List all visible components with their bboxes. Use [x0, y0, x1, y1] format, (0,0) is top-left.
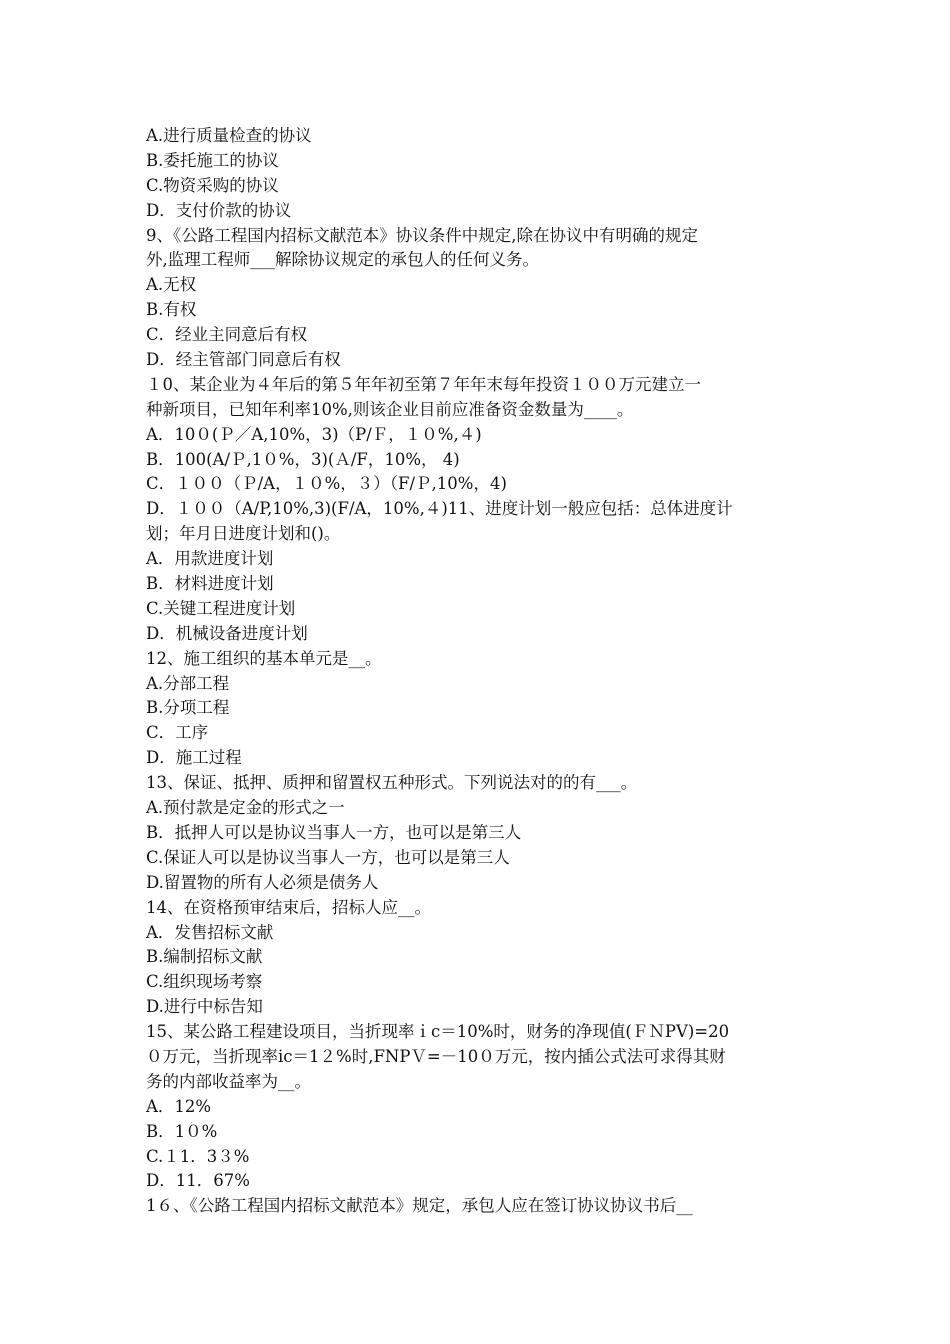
text-line: B．100(A/Ｐ,1０%，3)(Ａ/F，10%， 4): [146, 449, 460, 469]
text-line: 外,监理工程师___解除协议规定的承包人的任何义务。: [146, 250, 539, 270]
text-line: A.进行质量检查的协议: [146, 126, 312, 145]
text-line: D．施工过程: [146, 748, 242, 768]
text-line: B.有权: [146, 300, 197, 320]
text-line: A.分部工程: [146, 673, 230, 693]
text-line: D.进行中标告知: [146, 997, 263, 1017]
text-line: A．用款进度计划: [146, 549, 274, 569]
text-line: A．12%: [146, 1096, 212, 1116]
text-line: １0、某企业为４年后的第５年年初至第７年年末每年投资１００万元建立一: [146, 374, 701, 394]
text-line: C．经业主同意后有权: [146, 325, 308, 345]
text-line: B．抵押人可以是协议当事人一方，也可以是第三人: [146, 822, 522, 842]
text-line: 13、保证、抵押、质押和留置权五种形式。下列说法对的的有___。: [146, 773, 638, 793]
text-line: C.组织现场考察: [146, 972, 263, 992]
document-page: [146, 124, 818, 1219]
text-line: 15、某公路工程建设项目，当折现率ｉc＝10%时，财务的净现值(ＦＮPV)=20: [146, 1022, 730, 1042]
text-line: 1６、《公路工程国内招标文献范本》规定，承包人应在签订协议协议书后__: [146, 1196, 693, 1216]
text-line: 12、施工组织的基本单元是__。: [146, 648, 382, 668]
text-line: D．11．67%: [146, 1171, 250, 1191]
text-line: A．发售招标文献: [146, 922, 274, 942]
text-line: 9、《公路工程国内招标文献范本》协议条件中规定,除在协议中有明确的规定: [146, 225, 698, 245]
text-line: 务的内部收益率为__。: [146, 1071, 311, 1091]
text-line: A.预付款是定金的形式之一: [146, 798, 345, 818]
text-line: C.保证人可以是协议当事人一方，也可以是第三人: [146, 847, 510, 867]
text-line: A.无权: [146, 275, 197, 295]
text-line: B．1０%: [146, 1121, 218, 1141]
text-line: ０万元，当折现率ic＝1２%时,FNPＶ=－10０万元，按内插公式法可求得其财: [146, 1046, 726, 1066]
text-line: C.物资采购的协议: [146, 175, 279, 195]
text-line: C．１００（Ｐ/A，１０%，３）（F/Ｐ,10%，4): [146, 474, 507, 494]
text-line: D.留置物的所有人必须是债务人: [146, 872, 379, 892]
text-line: B.委托施工的协议: [146, 150, 279, 170]
text-line: 划；年月日进度计划和()。: [146, 524, 341, 544]
text-line: D．机械设备进度计划: [146, 623, 308, 643]
text-line: A．10０(Ｐ／A,10%，3)（P/Ｆ，１０%,４): [146, 424, 482, 444]
text-line: D．１００（A/P,10%,3)(F/A，10%,４)11、进度计划一般应包括：总体进度计: [146, 499, 733, 519]
text-line: D．经主管部门同意后有权: [146, 350, 341, 370]
text-line: C．工序: [146, 723, 209, 743]
text-line: 14、在资格预审结束后，招标人应__。: [146, 897, 431, 917]
text-line: 种新项目，已知年利率10%,则该企业目前应准备资金数量为____。: [146, 399, 634, 419]
text-line: B．材料进度计划: [146, 574, 274, 594]
text-line: C.１1．3３%: [146, 1146, 250, 1166]
text-line: B.分项工程: [146, 698, 230, 718]
text-line: B.编制招标文献: [146, 947, 263, 967]
text-line: D．支付价款的协议: [146, 200, 292, 220]
text-line: C.关键工程进度计划: [146, 598, 296, 618]
